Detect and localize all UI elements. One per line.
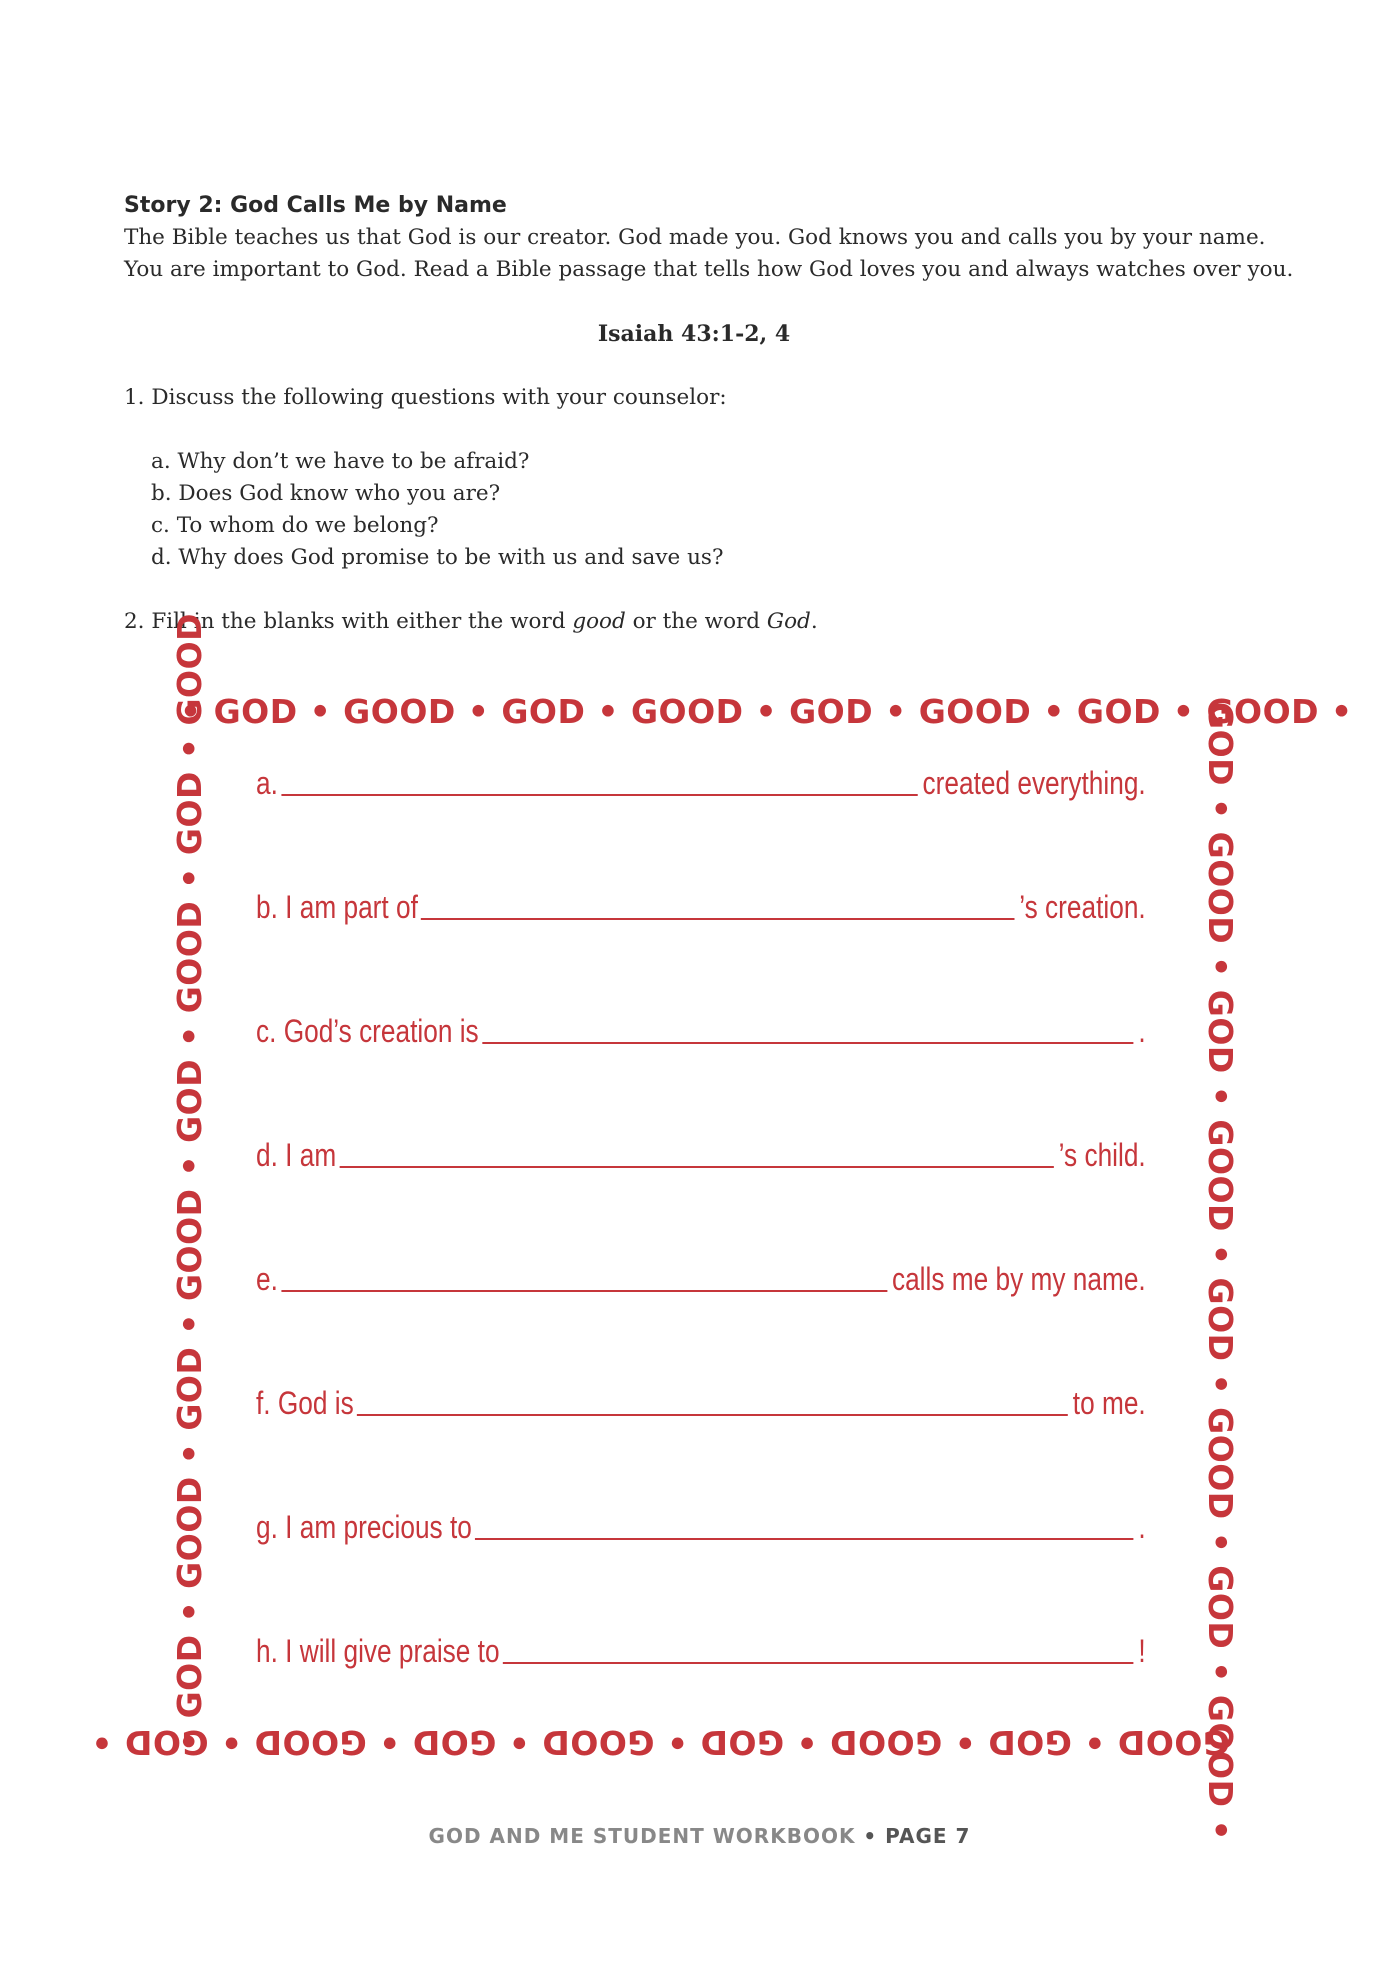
blank-line[interactable] (482, 1042, 1134, 1044)
border-left-text: • GOD • GOOD • GOD • GOOD • GOD • GOOD • GOD • GOOD (170, 612, 209, 1752)
border-right-text: GOD • GOOD • GOD • GOOD • GOD • GOOD • GOD • GOOD • (1201, 702, 1240, 1842)
q2-middle: or the word (625, 609, 767, 634)
blank-prefix: e. (256, 1261, 278, 1297)
discussion-list (124, 446, 1274, 574)
blank-line[interactable] (475, 1538, 1133, 1540)
blank-line[interactable] (281, 1290, 887, 1292)
page-footer (0, 1824, 1399, 1848)
blank-line[interactable] (421, 918, 1014, 920)
blank-prefix: d. I am (256, 1137, 337, 1173)
blank-item-d (256, 1134, 1146, 1174)
list-item: a. Why don’t we have to be afraid? (151, 449, 530, 474)
blank-item-f (256, 1382, 1146, 1422)
blank-suffix: . (1138, 1013, 1146, 1049)
blank-item-c (256, 1010, 1146, 1050)
q2-word-god: God (766, 609, 811, 634)
blank-prefix: g. I am precious to (256, 1509, 472, 1545)
page-number: PAGE 7 (885, 1824, 971, 1848)
q2-prefix: 2. Fill in the blanks with either the word (124, 609, 573, 634)
blank-suffix: calls me by my name. (891, 1261, 1146, 1297)
worksheet-content (124, 190, 1294, 638)
story-intro (124, 222, 1294, 286)
blank-prefix: b. I am part of (256, 889, 418, 925)
blank-suffix: . (1138, 1509, 1146, 1545)
blank-line[interactable] (357, 1414, 1068, 1416)
list-item: d. Why does God promise to be with us and save us? (151, 545, 724, 570)
footer-separator: • (855, 1824, 886, 1848)
footer-title: GOD AND ME STUDENT WORKBOOK (428, 1824, 856, 1848)
blank-item-h (256, 1630, 1146, 1670)
intro-line: You are important to God. Read a Bible passage that tells how God loves you and always watches over you. (124, 257, 1294, 282)
blank-prefix: c. God’s creation is (256, 1013, 479, 1049)
blank-suffix: created everything. (922, 765, 1146, 801)
blank-item-b (256, 886, 1146, 926)
border-top-text: • GOD • GOOD • GOD • GOOD • GOD • GOOD • GOD • GOOD • (180, 692, 1353, 731)
border-bottom-text: GOOD • GOD • GOOD • GOD • GOOD • GOD • GOOD • GOD • (90, 1723, 1230, 1762)
blank-suffix: ! (1138, 1633, 1146, 1669)
q2-suffix: . (810, 609, 818, 634)
blank-suffix: to me. (1072, 1385, 1146, 1421)
scripture-reference: Isaiah 43:1-2, 4 (597, 321, 791, 347)
blank-prefix: f. God is (256, 1385, 354, 1421)
blank-line[interactable] (503, 1662, 1134, 1664)
fill-in-blanks (256, 762, 1146, 1670)
question-1: 1. Discuss the following questions with your counselor: (124, 385, 727, 410)
blank-line[interactable] (281, 794, 917, 796)
intro-line: The Bible teaches us that God is our creator. God made you. God knows you and calls you by your name. (124, 225, 1266, 250)
blank-line[interactable] (339, 1166, 1053, 1168)
question-2 (124, 606, 1274, 638)
list-item: c. To whom do we belong? (151, 513, 439, 538)
blank-item-a (256, 762, 1146, 802)
blank-prefix: a. (256, 765, 278, 801)
blank-item-g (256, 1506, 1146, 1546)
blank-item-e (256, 1258, 1146, 1298)
blank-suffix: ’s child. (1058, 1137, 1146, 1173)
story-heading: Story 2: God Calls Me by Name (124, 193, 507, 218)
blank-prefix: h. I will give praise to (256, 1633, 500, 1669)
list-item: b. Does God know who you are? (151, 481, 501, 506)
blank-suffix: ’s creation. (1019, 889, 1146, 925)
q2-word-good: good (572, 609, 626, 634)
